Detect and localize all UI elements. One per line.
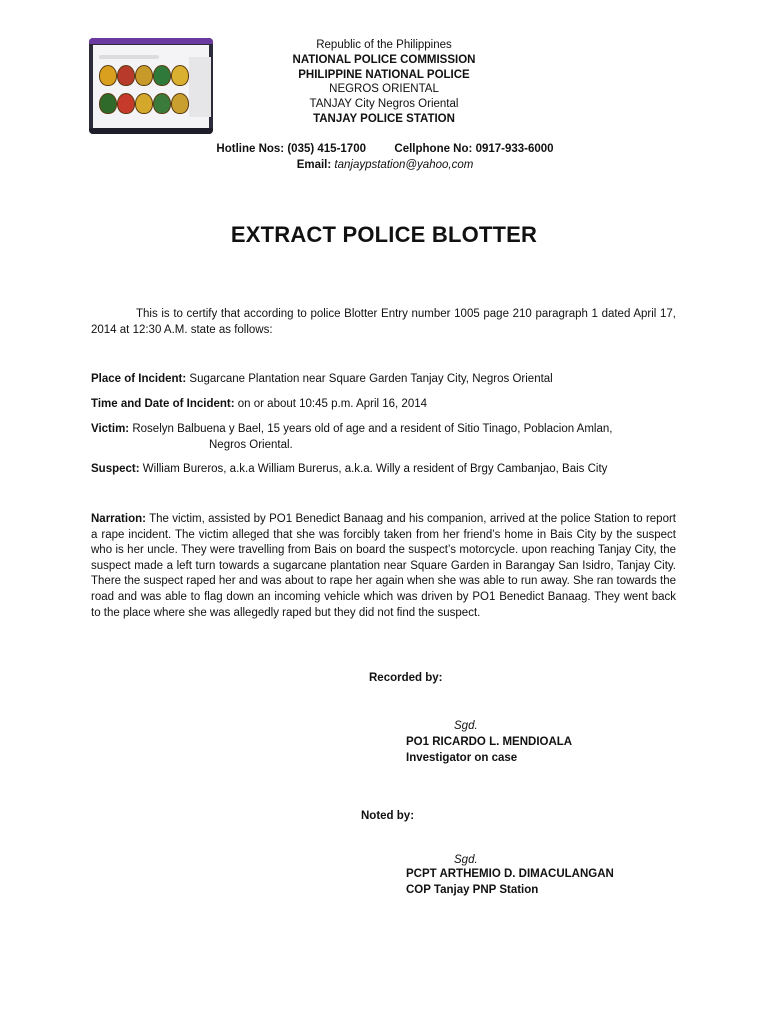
hotline-value: (035) 415-1700 xyxy=(287,143,366,155)
recorded-name: PO1 RICARDO L. MENDIOALA xyxy=(406,736,573,748)
logo-title-bar xyxy=(89,38,213,44)
header-line: Republic of the Philippines xyxy=(316,39,452,51)
narration-paragraph xyxy=(91,512,676,621)
email-value: tanjaypstation@yahoo,com xyxy=(334,158,474,171)
narration-text: The victim, assisted by PO1 Benedict Banaag and his companion, arrived at the police Station to report a rape incident. The victim alleged that she was forcibly taken from her friend’s home in Bais City by the suspect who is her uncle. They were travelling from Bais on board the suspect’s motorcycle. upon reaching Tanjay City, the suspect made a left turn towards a sugarcane plantation near Square Garden in Barangay San Isidro, Tanjay City. There the suspect raped her and was about to rape her again when she was able to run away. She ran towards the road and was able to flag down an incoming vehicle which was driven by PO1 Benedict Banaag. They went back to the place where she was allegedly raped but they did not find the suspect. xyxy=(91,513,676,619)
police-patch-icon xyxy=(135,65,153,86)
logo-screen xyxy=(93,45,209,129)
time-value: on or about 10:45 p.m. April 16, 2014 xyxy=(237,398,428,410)
recorded-position: Investigator on case xyxy=(406,752,518,764)
station-logo-image xyxy=(89,38,213,134)
cellphone-label: Cellphone No: xyxy=(394,143,473,155)
header-line: TANJAY City Negros Oriental xyxy=(309,98,459,111)
header-line: NATIONAL POLICE COMMISSION xyxy=(292,53,476,66)
victim-value-continued: Negros Oriental. xyxy=(209,438,293,451)
police-patch-icon xyxy=(171,65,189,86)
victim-info xyxy=(91,422,676,453)
letterhead xyxy=(212,38,556,127)
noted-sgd: Sgd. xyxy=(454,854,478,866)
narration-label: Narration: xyxy=(91,513,146,525)
police-patch-icon xyxy=(99,65,117,86)
logo-side-panel xyxy=(189,57,211,117)
header-line: NEGROS ORIENTAL xyxy=(329,83,439,96)
contact-info xyxy=(200,142,570,173)
police-patch-icon xyxy=(153,93,171,114)
victim-value: Roselyn Balbuena y Bael, 15 years old of age and a resident of Sitio Tinago, Poblacion Amlan, xyxy=(132,423,613,435)
header-line: PHILIPPINE NATIONAL POLICE xyxy=(298,68,470,81)
logo-search-bar xyxy=(99,55,159,59)
police-patch-icon xyxy=(153,65,171,86)
noted-name: PCPT ARTHEMIO D. DIMACULANGAN xyxy=(406,868,614,880)
noted-by-label: Noted by: xyxy=(361,810,415,822)
suspect-info xyxy=(91,462,676,478)
email-label: Email: xyxy=(296,158,332,171)
cellphone-value: 0917-933-6000 xyxy=(475,143,554,155)
place-value: Sugarcane Plantation near Square Garden Tanjay City, Negros Oriental xyxy=(189,373,553,385)
place-label: Place of Incident: xyxy=(91,373,187,385)
intro-paragraph: This is to certify that according to police Blotter Entry number 1005 page 210 paragraph 1 dated April 17, 2014 at 12:30 A.M. state as follows: xyxy=(91,308,676,336)
police-patch-icon xyxy=(171,93,189,114)
police-patch-icon xyxy=(117,93,135,114)
victim-label: Victim: xyxy=(91,423,130,435)
noted-position: COP Tanjay PNP Station xyxy=(406,884,539,896)
phone-line xyxy=(200,142,570,158)
place-of-incident xyxy=(91,372,676,388)
time-of-incident xyxy=(91,397,676,413)
police-patch-icon xyxy=(117,65,135,86)
suspect-label: Suspect: xyxy=(91,463,140,475)
time-label: Time and Date of Incident: xyxy=(91,398,235,410)
police-patch-icon xyxy=(99,93,117,114)
email-line xyxy=(200,158,570,174)
suspect-value: William Bureros, a.k.a William Burerus, a.k.a. Willy a resident of Brgy Cambanjao, Bais City xyxy=(142,463,608,475)
hotline-label: Hotline Nos: xyxy=(216,143,285,155)
recorded-sgd: Sgd. xyxy=(454,720,478,732)
document-title: EXTRACT POLICE BLOTTER xyxy=(230,222,538,247)
logo-taskbar xyxy=(89,128,213,134)
header-line: TANJAY POLICE STATION xyxy=(313,112,455,125)
recorded-by-label: Recorded by: xyxy=(369,672,443,684)
police-patch-icon xyxy=(135,93,153,114)
